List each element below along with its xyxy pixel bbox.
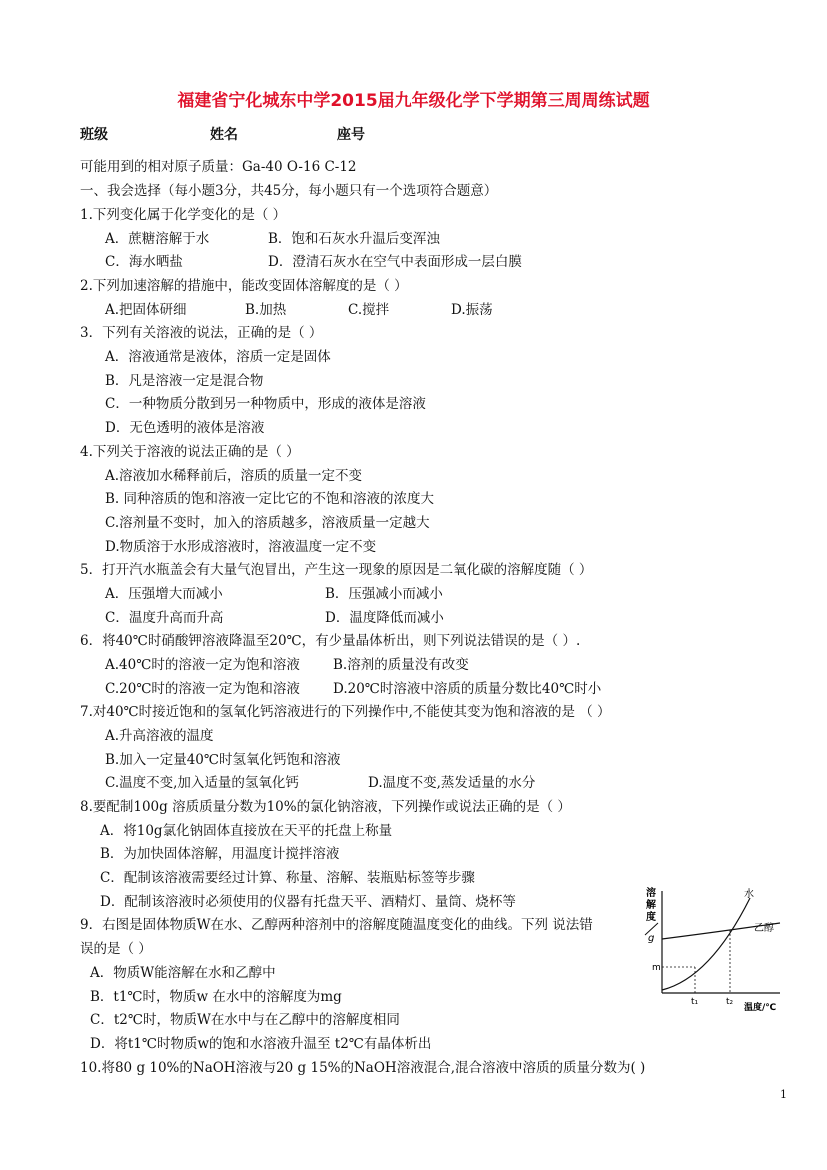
q9-option-a: A．物质W能溶解在水和乙醇中 xyxy=(90,965,276,981)
q5-option-a: A．压强增大而减小 xyxy=(105,586,223,602)
fig-m-label: m xyxy=(652,963,661,973)
q4-option-d: D.物质溶于水形成溶液时，溶液温度一定不变 xyxy=(105,539,377,555)
q7-option-a: A.升高溶液的温度 xyxy=(105,728,214,744)
fig-t1-label: t₁ xyxy=(691,997,699,1007)
question-4: 4.下列关于溶液的说法正确的是（ ） xyxy=(80,444,300,460)
fig-ylabel-2: 解 xyxy=(646,900,656,911)
question-1: 1.下列变化属于化学变化的是（ ） xyxy=(80,207,287,223)
question-8: 8.要配制100g 溶质质量分数为10%的氯化钠溶液，下列操作或说法正确的是（ ） xyxy=(80,799,571,815)
q3-option-d: D．无色透明的液体是溶液 xyxy=(105,420,265,436)
q1-option-c: C．海水晒盐 xyxy=(105,254,183,270)
q5-option-d: D．温度降低而减小 xyxy=(325,610,444,626)
q9-option-c: C．t2℃时，物质W在水中与在乙醇中的溶解度相同 xyxy=(90,1012,400,1028)
solubility-figure xyxy=(640,883,788,1015)
q5-option-c: C．温度升高而升高 xyxy=(105,610,224,626)
q3-option-c: C．一种物质分散到另一种物质中，形成的液体是溶液 xyxy=(105,396,426,412)
fig-ethanol-label: 乙醇 xyxy=(754,923,774,934)
q6-option-d: D.20℃时溶液中溶质的质量分数比40℃时小 xyxy=(333,681,602,697)
q7-option-d: D.温度不变,蒸发适量的水分 xyxy=(368,775,536,791)
q2-option-b: B.加热 xyxy=(245,302,287,318)
q3-option-b: B．凡是溶液一定是混合物 xyxy=(105,373,264,389)
q8-option-d: D．配制该溶液时必须使用的仪器有托盘天平、酒精灯、量筒、烧杯等 xyxy=(100,894,516,910)
q3-option-a: A．溶液通常是液体，溶质一定是固体 xyxy=(105,349,331,365)
q4-option-b: B. 同种溶质的饱和溶液一定比它的不饱和溶液的浓度大 xyxy=(105,491,435,507)
q6-option-b: B.溶剂的质量没有改变 xyxy=(333,657,469,673)
q2-option-c: C.搅拌 xyxy=(348,302,390,318)
q1-option-b: B．饱和石灰水升温后变浑浊 xyxy=(268,231,440,247)
q6-option-c: C.20℃时的溶液一定为饱和溶液 xyxy=(105,681,300,697)
page-title: 福建省宁化城东中学2015届九年级化学下学期第三周周练试题 xyxy=(177,91,650,111)
q9-option-d: D．将t1℃时物质w的饱和水溶液升温至 t2℃有晶体析出 xyxy=(90,1036,432,1052)
q1-option-d: D．澄清石灰水在空气中表面形成一层白膜 xyxy=(268,254,522,270)
q8-option-a: A．将10g氯化钠固体直接放在天平的托盘上称量 xyxy=(100,823,393,839)
q7-option-b: B.加入一定量40℃时氢氧化钙饱和溶液 xyxy=(105,752,341,768)
name-label: 姓名 xyxy=(210,127,238,143)
q4-option-a: A.溶液加水稀释前后，溶质的质量一定不变 xyxy=(105,468,363,484)
fig-yunit: g xyxy=(648,933,655,944)
question-9: 9．右图是固体物质W在水、乙醇两种溶剂中的溶解度随温度变化的曲线。下列 说法错 xyxy=(80,917,593,933)
q2-option-d: D.振荡 xyxy=(451,302,493,318)
class-label: 班级 xyxy=(80,127,108,143)
q4-option-c: C.溶剂量不变时，加入的溶质越多，溶液质量一定越大 xyxy=(105,515,430,531)
seat-label: 座号 xyxy=(337,127,365,143)
fig-ylabel-1: 溶 xyxy=(646,888,656,899)
q2-option-a: A.把固体研细 xyxy=(105,302,187,318)
question-5: 5．打开汽水瓶盖会有大量气泡冒出，产生这一现象的原因是二氧化碳的溶解度随（ ） xyxy=(80,562,593,578)
question-3: 3．下列有关溶液的说法，正确的是（ ） xyxy=(80,325,323,341)
q8-option-b: B．为加快固体溶解，用温度计搅拌溶液 xyxy=(100,846,340,862)
q6-option-a: A.40℃时的溶液一定为饱和溶液 xyxy=(105,657,300,673)
question-6: 6．将40℃时硝酸钾溶液降温至20℃，有少量晶体析出，则下列说法错误的是（ ）. xyxy=(80,633,581,649)
fig-water-curve xyxy=(662,898,750,990)
question-10: 10.将80 g 10%的NaOH溶液与20 g 15%的NaOH溶液混合,混合溶液中溶质的质量分数为( ) xyxy=(80,1060,646,1076)
q8-option-c: C．配制该溶液需要经过计算、称量、溶解、装瓶贴标签等步骤 xyxy=(100,870,475,886)
question-9-cont: 误的是（ ） xyxy=(80,941,152,957)
q9-option-b: B．t1℃时，物质w 在水中的溶解度为mg xyxy=(90,989,342,1005)
fig-water-label: 水 xyxy=(744,889,754,900)
fig-t2-label: t₂ xyxy=(726,997,734,1007)
q1-option-a: A．蔗糖溶解于水 xyxy=(105,231,210,247)
section-heading: 一、我会选择（每小题3分，共45分，每小题只有一个选项符合题意） xyxy=(80,183,498,199)
fig-xlabel: 温度/℃ xyxy=(744,1003,777,1013)
q7-option-c: C.温度不变,加入适量的氢氧化钙 xyxy=(105,775,299,791)
question-7: 7.对40℃时接近饱和的氢氧化钙溶液进行的下列操作中,不能使其变为饱和溶液的是 （ ） xyxy=(80,704,611,720)
q5-option-b: B．压强减小而减小 xyxy=(325,586,443,602)
page-number: 1 xyxy=(780,1088,787,1101)
question-2: 2.下列加速溶解的措施中，能改变固体溶解度的是（ ） xyxy=(80,278,408,294)
atomic-mass-note: 可能用到的相对原子质量：Ga-40 O-16 C-12 xyxy=(80,159,357,175)
fig-ylabel-3: 度 xyxy=(646,912,656,923)
